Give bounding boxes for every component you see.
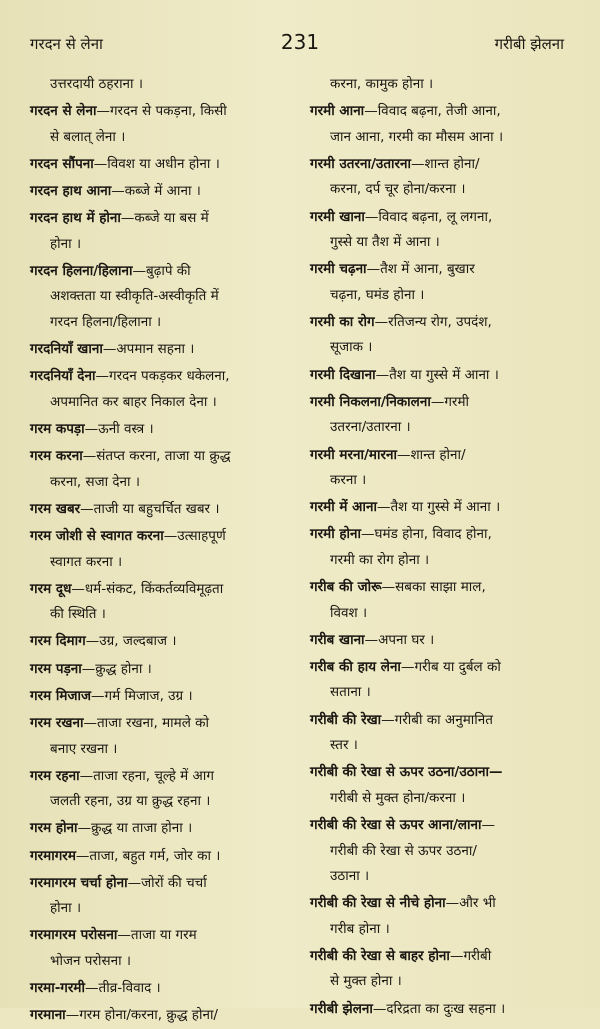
entry-definition: —धर्म-संकट, किंकर्तव्यविमूढ़ता <box>71 580 224 597</box>
running-head-left: गरदन से लेना <box>30 35 103 53</box>
entry-definition: —रतिजन्य रोग, उपदंश, <box>374 313 492 330</box>
entry-headword: गरम करना <box>30 448 83 465</box>
entry-definition-continued: गरीबी की रेखा से ऊपर उठना/ <box>330 842 477 859</box>
entry-definition-continued: से बलात् लेना । <box>50 128 126 145</box>
entry-definition: —क्रुद्ध या ताजा होना । <box>77 820 193 837</box>
entry-headword: गरदनियाँ देना <box>30 368 96 385</box>
dictionary-entry <box>310 99 578 150</box>
entry-definition: —घमंड होना, विवाद होना, <box>361 526 492 543</box>
entry-definition: —सबका साझा माल, <box>381 579 486 596</box>
entry-definition: —दरिद्रता का दुःख सहना । <box>372 1000 506 1017</box>
entry-definition: —गरम होना/करना, क्रुद्ध होना/ <box>65 1007 218 1024</box>
entry-definition-continued: स्वागत करना । <box>50 553 123 570</box>
entry-headword: गरम खबर <box>30 500 81 517</box>
entry-definition-continued: सताना । <box>330 684 371 701</box>
entry-headword: गरम दिमाग <box>30 633 86 650</box>
entry-headword: गरमी होना <box>310 526 362 543</box>
entry-headword: गरमी खाना <box>310 208 365 225</box>
entry-definition: —बुढ़ापे की <box>132 262 191 279</box>
dictionary-entry <box>310 891 578 942</box>
entry-definition: —ताजा रहना, चूल्हे में आग <box>79 767 214 784</box>
entry-definition-continued: जान आना, गरमी का मौसम आना । <box>330 128 504 145</box>
dictionary-entry <box>310 760 578 811</box>
dictionary-entry <box>30 444 308 495</box>
entry-headword: गरीबी की रेखा से नीचे होना <box>310 895 446 912</box>
dictionary-entry <box>310 655 578 706</box>
dictionary-entry <box>30 871 308 922</box>
entry-definition: —उग्र, जल्दबाज । <box>85 633 177 650</box>
entry-definition: —तैश में आना, बुखार <box>366 261 475 278</box>
dictionary-entry <box>310 390 578 441</box>
entry-definition: —विवश या अधीन होना । <box>93 155 220 172</box>
entry-definition: —गर्म मिजाज, उग्र । <box>91 687 193 704</box>
dictionary-entry <box>310 152 578 203</box>
dictionary-entry <box>30 524 308 575</box>
entry-definition: करना, कामुक होना । <box>330 76 434 92</box>
dictionary-entry <box>30 364 308 415</box>
entry-definition-continued: विवश । <box>330 604 368 621</box>
entry-headword: गरम होना <box>30 820 78 837</box>
dictionary-entry <box>310 575 578 626</box>
entry-definition-continued: करना, सजा देना । <box>50 473 140 490</box>
entry-definition: —गरदन पकड़कर धकेलना, <box>95 368 230 385</box>
dictionary-entry <box>310 443 578 494</box>
entry-headword: गरम रखना <box>30 715 84 731</box>
dictionary-entry <box>30 976 308 1002</box>
dictionary-entry <box>30 923 308 974</box>
entry-definition: —ताजी या बहुचर्चित खबर । <box>80 500 220 517</box>
entry-definition-continued: गुस्से या तैश में आना । <box>330 234 440 251</box>
entry-headword: गरीब की हाय लेना <box>310 658 401 675</box>
dictionary-entry <box>30 72 308 98</box>
entry-headword: गरमी मरना/मारना <box>310 446 397 463</box>
entry-headword: गरमी आना <box>310 103 365 120</box>
entry-definition: —क्रुद्ध होना । <box>81 660 152 677</box>
dictionary-entry <box>30 844 308 870</box>
entry-definition: —विवाद बढ़ना, तेजी आना, <box>364 103 501 120</box>
dictionary-entry <box>30 152 308 178</box>
dictionary-entry <box>310 310 578 361</box>
entry-definition: —ऊनी वस्त्र । <box>84 421 154 437</box>
entry-definition: —अपमान सहना । <box>102 341 195 358</box>
entry-headword: गरदन हिलना/हिलाना <box>30 262 133 279</box>
dictionary-entry <box>30 657 308 683</box>
dictionary-entry <box>30 577 308 628</box>
entry-definition-continued: गरमी का रोग होना । <box>330 551 430 568</box>
entry-headword: गरीब की जोरू <box>310 579 382 596</box>
dictionary-entry <box>310 495 578 521</box>
entry-definition: —गरीबी <box>449 947 492 964</box>
entry-headword: गरमागरम परोसना <box>30 927 118 944</box>
entry-headword: गरम रहना <box>30 767 80 784</box>
entry-headword: गरमी का रोग <box>310 313 375 330</box>
entry-headword: गरमी में आना <box>310 499 377 516</box>
dictionary-entry <box>30 816 308 842</box>
dictionary-entry <box>30 629 308 655</box>
entry-headword: गरमाना <box>30 1007 66 1024</box>
dictionary-entry <box>30 684 308 710</box>
entry-definition: —विवाद बढ़ना, लू लगना, <box>364 208 493 225</box>
entry-headword: गरीबी की रेखा <box>310 711 382 728</box>
entry-headword: गरमी निकलना/निकालना <box>310 393 431 410</box>
entry-definition-continued: स्तर । <box>330 737 358 754</box>
entry-definition-continued: भोजन परोसना । <box>50 952 131 969</box>
entry-definition-continued: चढ़ना, घमंड होना । <box>330 286 425 303</box>
left-column <box>30 72 308 1029</box>
entry-definition-continued: अशक्तता या स्वीकृति-अस्वीकृति में <box>50 288 219 305</box>
dictionary-entry <box>30 206 308 257</box>
dictionary-entry <box>30 1003 308 1029</box>
entry-headword: गरमागरम <box>30 847 76 864</box>
dictionary-entry <box>310 205 578 256</box>
entry-definition-continued: की स्थिति । <box>50 606 106 623</box>
entry-definition: —उत्साहपूर्ण <box>163 528 226 545</box>
dictionary-entry <box>30 764 308 815</box>
entry-definition-continued: सूजाक । <box>330 339 373 356</box>
entry-headword: गरदन हाथ आना <box>30 183 112 200</box>
entry-definition: —गरदन से पकड़ना, किसी <box>96 103 227 120</box>
entry-headword: गरम पड़ना <box>30 660 82 677</box>
dictionary-entry <box>30 337 308 363</box>
entry-headword: गरम मिजाज <box>30 687 91 704</box>
dictionary-entry <box>310 72 578 98</box>
entry-headword: गरमा-गरमी <box>30 980 85 997</box>
dictionary-entry <box>310 997 578 1023</box>
dictionary-entry <box>30 417 308 443</box>
entry-headword: गरम जोशी से स्वागत करना <box>30 528 164 545</box>
entry-definition: —ताजा, बहुत गर्म, जोर का । <box>75 847 221 864</box>
entry-headword: गरम कपड़ा <box>30 421 85 437</box>
running-head-right: गरीबी झेलना <box>494 35 564 53</box>
entry-definition: —तीव्र-विवाद । <box>85 980 161 997</box>
entry-definition: —तैश या गुस्से में आना । <box>375 366 499 383</box>
entry-definition-continued: गरदन हिलना/हिलाना । <box>50 313 162 330</box>
dictionary-entry <box>310 708 578 759</box>
entry-definition: —शान्त होना/ <box>397 446 466 463</box>
entry-headword: गरमी चढ़ना <box>310 261 367 278</box>
entry-definition: —संतप्त करना, ताजा या क्रुद्ध <box>82 448 231 465</box>
entry-headword: गरीबी की रेखा से बाहर होना <box>310 947 450 964</box>
entry-definition-continued: जलती रहना, उग्र या क्रुद्ध रहना । <box>50 793 211 810</box>
entry-definition-continued: अपमानित कर बाहर निकाल देना । <box>50 393 217 410</box>
entry-headword: गरदन से लेना <box>30 103 97 120</box>
entry-definition: —कब्जे या बस में <box>120 210 209 227</box>
entry-definition-continued: करना, दर्प चूर होना/करना । <box>330 181 466 198</box>
entry-headword: गरीबी की रेखा से ऊपर आना/लाना <box>310 817 482 833</box>
entry-headword: गरमी उतरना/उतारना <box>310 155 412 172</box>
dictionary-entry <box>310 628 578 654</box>
entry-headword: गरीबी झेलना <box>310 1000 373 1017</box>
entry-definition: —गरमी <box>430 393 470 410</box>
entry-definition: —शान्त होना/ <box>411 155 480 172</box>
entry-definition-continued: होना । <box>50 235 82 252</box>
entry-definition: —और भी <box>445 895 496 912</box>
right-column <box>310 72 578 1022</box>
entry-definition-continued: से मुक्त होना । <box>330 973 402 990</box>
entry-definition-continued: उठाना । <box>330 868 370 884</box>
entry-headword: गरदनियाँ खाना <box>30 341 103 358</box>
entry-headword: गरमी दिखाना <box>310 366 376 383</box>
dictionary-entry <box>310 813 578 890</box>
entry-definition: —ताजा रखना, मामले को <box>83 715 210 731</box>
entry-definition-continued: बनाए रखना । <box>50 740 118 757</box>
dictionary-entry <box>310 522 578 573</box>
entry-definition: —ताजा या गरम <box>117 927 197 944</box>
dictionary-entry <box>30 179 308 205</box>
entry-definition: —जोरों की चर्चा <box>127 874 207 891</box>
dictionary-entry <box>30 497 308 523</box>
entry-headword: गरम दूध <box>30 580 72 597</box>
entry-definition-continued: होना । <box>50 900 82 917</box>
dictionary-entry <box>310 257 578 308</box>
entry-definition: —गरीबी का अनुमानित <box>381 711 493 728</box>
dictionary-entry <box>310 363 578 389</box>
entry-definition: — <box>481 817 496 833</box>
entry-definition: उत्तरदायी ठहराना । <box>50 76 143 92</box>
dictionary-entry <box>310 944 578 995</box>
dictionary-entry <box>30 99 308 150</box>
dictionary-entry <box>30 711 308 762</box>
entry-headword: गरीब खाना <box>310 631 365 648</box>
entry-headword: गरीबी की रेखा से ऊपर उठना/उठाना— <box>310 764 503 781</box>
entry-definition: —गरीब या दुर्बल को <box>400 658 501 675</box>
page-number: 231 <box>280 30 320 54</box>
entry-headword: गरदन हाथ में होना <box>30 210 121 227</box>
entry-definition-continued: गरीब होना । <box>330 920 390 937</box>
entry-definition-continued: करना । <box>330 472 367 488</box>
entry-definition: —अपना घर । <box>364 631 435 648</box>
entry-headword: गरदन सौंपना <box>30 155 94 172</box>
dictionary-entry <box>30 259 308 336</box>
entry-definition-continued: गरीबी से मुक्त होना/करना । <box>330 789 466 806</box>
entry-definition-continued: उतरना/उतारना । <box>330 419 411 436</box>
entry-definition: —तैश या गुस्से में आना । <box>376 499 501 516</box>
entry-headword: गरमागरम चर्चा होना <box>30 874 128 891</box>
entry-definition: —कब्जे में आना । <box>111 183 201 200</box>
